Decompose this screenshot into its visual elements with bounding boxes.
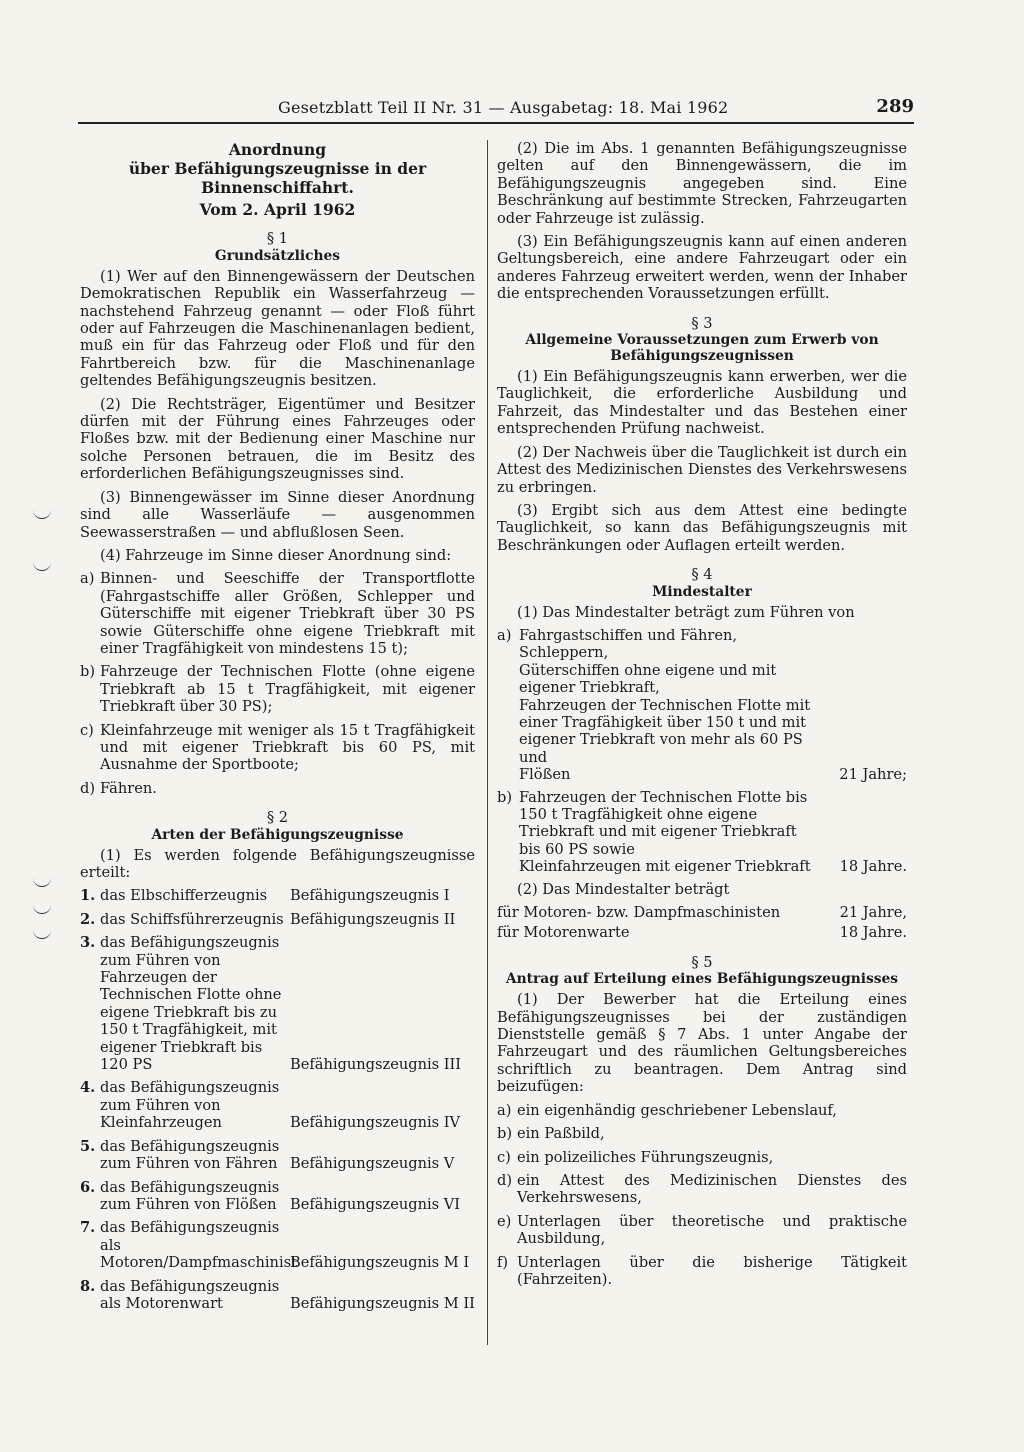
age-row xyxy=(497,789,907,876)
section-title: Arten der Befähigungszeugnisse xyxy=(151,826,404,843)
paragraph: (1) Wer auf den Binnengewässern der Deutschen Demokratischen Republik ein Wasserfahrzeug — nachstehend Fahrzeug genannt — oder Floß führt oder auf Fahrzeugen die Maschinenanlagen bedient, muß ein für das Fahrzeug oder Floß und für den Fahrtbereich bzw. für die Maschinenanlage geltendes Befähigungszeugnis besitzen. xyxy=(80,267,475,390)
certificate-number: 6. xyxy=(80,1178,96,1196)
certificate-description: das Befähigungszeugnis zum Führen von Flößen xyxy=(100,1178,280,1213)
certificate-number: 2. xyxy=(80,910,96,928)
list-text: ein polizeiliches Führungszeugnis, xyxy=(517,1148,774,1166)
header-rule xyxy=(78,122,914,124)
certificate-number: 8. xyxy=(80,1277,96,1295)
certificate-row xyxy=(80,887,475,904)
paragraph: (2) Das Mindestalter beträgt xyxy=(517,880,730,898)
certificate-row xyxy=(80,911,475,928)
certificate-name: Befähigungszeugnis II xyxy=(290,910,456,928)
list-item xyxy=(497,1172,907,1207)
certificate-number: 4. xyxy=(80,1079,96,1097)
certificate-description: das Befähigungszeugnis als Motoren/Dampfmaschinist xyxy=(100,1219,297,1272)
section-number: § 1 xyxy=(266,230,289,248)
age-description: für Motorenwarte xyxy=(497,924,630,942)
certificate-description: das Befähigungszeugnis zum Führen von Kleinfahrzeugen xyxy=(100,1079,280,1132)
list-item xyxy=(497,1213,907,1248)
age-value: 21 Jahre; xyxy=(839,766,907,784)
certificate-description: das Befähigungszeugnis zum Führen von Fähren xyxy=(100,1137,280,1173)
list-marker: b) xyxy=(497,1125,513,1143)
page-number: 289 xyxy=(876,96,914,117)
list-marker: a) xyxy=(497,626,512,644)
certificate-name: Befähigungszeugnis I xyxy=(290,887,450,905)
section-title: Mindestalter xyxy=(652,583,752,600)
certificate-description: das Befähigungszeugnis zum Führen von Fahrzeugen der Technischen Flotte ohne eigene Triebkraft bis zu 150 t Tragfähigkeit, mit eigener Triebkraft bis 120 PS xyxy=(100,934,282,1074)
margin-mark xyxy=(33,878,51,887)
list-item xyxy=(80,663,475,715)
certificate-number: 1. xyxy=(80,887,96,905)
paragraph: (3) Ein Befähigungszeugnis kann auf einen anderen Geltungsbereich, eine andere Fahrzeugart oder ein anderes Fahrzeug erweitert werden, wenn der Inhaber die entsprechenden Voraussetzungen erfüllt. xyxy=(497,233,907,303)
margin-mark xyxy=(33,930,51,939)
list-marker: b) xyxy=(80,663,96,681)
margin-mark xyxy=(33,905,51,914)
list-text: Binnen- und Seeschiffe der Transportflotte (Fahrgastschiffe aller Größen, Schlepper und Güterschiffe mit eigener Triebkraft über 30 PS sowie Güterschiffe ohne eigene Triebkraft mit einer Tragfähigkeit von mindestens 15 t); xyxy=(100,570,475,657)
list-item xyxy=(80,570,475,657)
left-column xyxy=(80,140,475,1318)
certificate-description: das Schiffsführerzeugnis xyxy=(100,910,284,928)
age-row xyxy=(497,904,907,921)
paragraph: (3) Binnengewässer im Sinne dieser Anordnung sind alle Wasserläufe — ausgenommen Seewasserstraßen — und abflußlosen Seen. xyxy=(80,488,475,541)
certificate-name: Befähigungszeugnis V xyxy=(290,1155,455,1173)
certificate-number: 7. xyxy=(80,1219,96,1237)
list-text: ein Paßbild, xyxy=(517,1125,605,1143)
age-description: Fahrgastschiffen und Fähren, Schleppern, Güterschiffen ohne eigene und mit eigener Triebkraft, Fahrzeugen der Technischen Flotte mit einer Tragfähigkeit über 150 t und mit eigener Triebkraft von mehr als 60 PS und Flößen xyxy=(519,626,811,784)
list-marker: a) xyxy=(80,570,95,588)
certificate-row xyxy=(80,1079,475,1131)
list-item xyxy=(80,780,475,797)
section-number: § 3 xyxy=(691,314,713,332)
section-title: Antrag auf Erteilung eines Befähigungszeugnisses xyxy=(505,971,899,988)
age-description: für Motoren- bzw. Dampfmaschinisten xyxy=(497,904,781,922)
section-title: Allgemeine Voraussetzungen zum Erwerb von Befähigungszeugnissen xyxy=(525,332,879,365)
certificate-number: 3. xyxy=(80,934,96,952)
section-title: Grundsätzliches xyxy=(214,247,341,264)
section-number: § 2 xyxy=(266,809,289,827)
section-number: § 5 xyxy=(691,953,713,971)
list-item xyxy=(497,1149,907,1166)
certificate-row xyxy=(80,1278,475,1313)
right-column xyxy=(497,140,907,1294)
age-value: 18 Jahre. xyxy=(839,924,907,942)
margin-mark xyxy=(33,562,51,571)
list-marker: e) xyxy=(497,1212,512,1230)
age-row xyxy=(497,627,907,784)
section-number: § 4 xyxy=(691,566,713,584)
list-marker: b) xyxy=(497,788,513,806)
list-item xyxy=(497,1102,907,1119)
paragraph: (1) Der Bewerber hat die Erteilung eines Befähigungszeugnisses bei der zuständigen Dienststelle gemäß § 7 Abs. 1 unter Angabe der Fahrzeugart und des räumlichen Geltungsbereiches schriftlich zu beantragen. Dem Antrag sind beizufügen: xyxy=(497,991,907,1096)
certificate-name: Befähigungszeugnis III xyxy=(290,1056,462,1074)
list-text: Fahrzeuge der Technischen Flotte (ohne eigene Triebkraft ab 15 t Tragfähigkeit, mit eigener Triebkraft über 30 PS); xyxy=(100,663,475,716)
certificate-description: das Befähigungszeugnis als Motorenwart xyxy=(100,1277,280,1312)
certificate-number: 5. xyxy=(80,1137,96,1155)
list-text: ein eigenhändig geschriebener Lebenslauf, xyxy=(517,1101,837,1119)
paragraph: (4) Fahrzeuge im Sinne dieser Anordnung sind: xyxy=(100,546,452,564)
list-marker: f) xyxy=(497,1253,509,1271)
age-description: Fahrzeugen der Technischen Flotte bis 150 t Tragfähigkeit ohne eigene Triebkraft und mit eigener Triebkraft bis 60 PS sowie Kleinfahrzeugen mit eigener Triebkraft xyxy=(519,788,811,876)
list-marker: a) xyxy=(497,1101,512,1119)
age-row xyxy=(497,924,907,941)
list-marker: c) xyxy=(80,721,94,739)
certificate-name: Befähigungszeugnis M II xyxy=(290,1294,475,1312)
paragraph: (2) Die im Abs. 1 genannten Befähigungszeugnisse gelten auf den Binnengewässern, die im Befähigungszeugnis angegeben sind. Eine Beschränkung auf bestimmte Strecken, Fahrzeugarten oder Fahrzeuge ist zulässig. xyxy=(497,140,907,227)
certificate-row xyxy=(80,934,475,1073)
paragraph: (3) Ergibt sich aus dem Attest eine bedingte Tauglichkeit, so kann das Befähigungszeugnis mit Beschränkungen oder Auflagen erteilt werden. xyxy=(497,501,907,554)
list-marker: d) xyxy=(497,1171,513,1189)
age-value: 18 Jahre. xyxy=(839,858,907,876)
header-title: Gesetzblatt Teil II Nr. 31 — Ausgabetag: 18. Mai 1962 xyxy=(278,98,729,117)
list-item xyxy=(497,1254,907,1289)
certificate-row xyxy=(80,1179,475,1214)
list-text: Unterlagen über die bisherige Tätigkeit (Fahrzeiten). xyxy=(517,1253,907,1288)
list-marker: c) xyxy=(497,1148,511,1166)
certificate-name: Befähigungszeugnis VI xyxy=(290,1195,461,1213)
age-value: 21 Jahre, xyxy=(839,904,907,922)
document-title: Anordnung xyxy=(228,140,327,159)
list-text: Unterlagen über theoretische und praktische Ausbildung, xyxy=(517,1212,907,1248)
margin-mark xyxy=(33,510,51,519)
list-text: ein Attest des Medizinischen Dienstes des Verkehrswesens, xyxy=(517,1171,907,1207)
list-text: Fähren. xyxy=(100,779,157,797)
paragraph: (2) Der Nachweis über die Tauglichkeit ist durch ein Attest des Medizinischen Dienstes des Verkehrswesens zu erbringen. xyxy=(497,443,907,496)
paragraph: (1) Ein Befähigungszeugnis kann erwerben, wer die Tauglichkeit, die erforderliche Ausbildung und Fahrzeit, das Mindestalter und das Bestehen einer entsprechenden Prüfung nachweist. xyxy=(497,368,907,438)
list-item xyxy=(80,722,475,774)
document-subtitle: über Befähigungszeugnisse in der Binnenschiffahrt. xyxy=(128,159,427,197)
paragraph: (2) Die Rechtsträger, Eigentümer und Besitzer dürfen mit der Führung eines Fahrzeuges oder Floßes bzw. mit der Bedienung einer Maschine nur solche Personen betrauen, die im Besitz des erforderlichen Befähigungszeugnisses sind. xyxy=(80,395,475,483)
certificate-name: Befähigungszeugnis M I xyxy=(290,1254,470,1272)
paragraph: (1) Es werden folgende Befähigungszeugnisse erteilt: xyxy=(80,846,475,881)
certificate-row xyxy=(80,1219,475,1271)
certificate-name: Befähigungszeugnis IV xyxy=(290,1114,461,1132)
list-item xyxy=(497,1125,907,1142)
certificate-description: das Elbschifferzeugnis xyxy=(100,887,268,905)
certificate-row xyxy=(80,1138,475,1173)
list-text: Kleinfahrzeuge mit weniger als 15 t Tragfähigkeit und mit eigener Triebkraft bis 60 PS, mit Ausnahme der Sportboote; xyxy=(100,721,475,774)
list-marker: d) xyxy=(80,779,96,797)
page-header xyxy=(78,92,914,124)
document-date: Vom 2. April 1962 xyxy=(199,200,356,219)
paragraph: (1) Das Mindestalter beträgt zum Führen von xyxy=(517,603,855,621)
column-divider xyxy=(487,140,488,1345)
